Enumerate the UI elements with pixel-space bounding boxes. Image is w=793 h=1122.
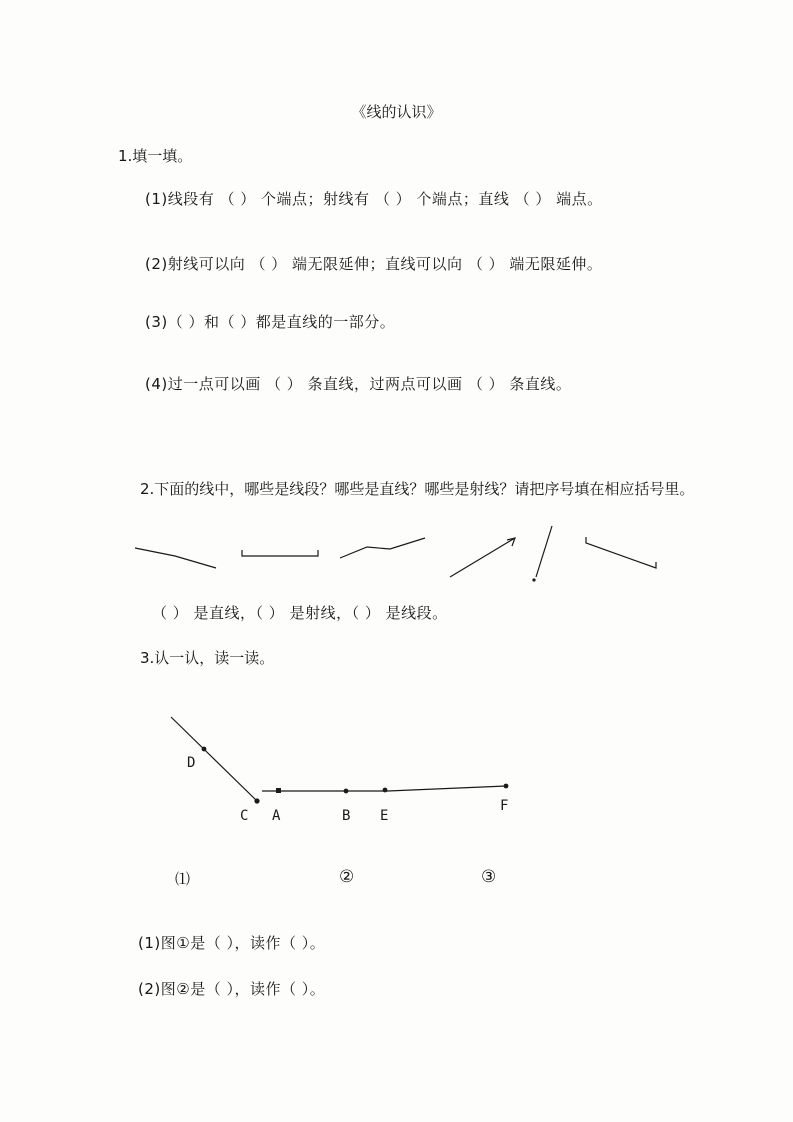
point-e-dot [383,788,388,793]
fill-blank-item-1: (1)线段有 （ ） 个端点；射线有 （ ） 个端点；直线 （ ） 端点。 [145,190,603,208]
section3-question-1: (1)图①是（ ），读作（ ）。 [138,934,326,952]
point-f-label: F [500,798,509,814]
point-c-label: C [240,808,249,824]
points-line-diagram [155,700,525,830]
figure-number-1: ⑴ [175,870,191,888]
segment-dc [171,717,257,801]
section2-answer-line: （ ） 是直线，（ ） 是射线，（ ） 是线段。 [152,604,448,622]
section3-question-2: (2)图②是（ ），读作（ ）。 [138,980,326,998]
point-a-dot [276,788,281,793]
section3-heading: 3.认一认，读一读。 [140,649,275,667]
steep-line-with-dot-figure [532,526,552,582]
point-b-label: B [342,808,351,824]
page-title: 《线的认识》 [351,103,442,121]
fill-blank-item-2: (2)射线可以向 （ ） 端无限延伸；直线可以向 （ ） 端无限延伸。 [145,255,603,273]
point-c-dot [254,798,259,803]
slanted-line-figure [135,548,216,568]
slanted-segment-with-end-ticks-figure [586,537,656,568]
point-f-dot [504,784,509,789]
ray-with-arrowhead-figure [450,538,515,577]
figure-number-3: ③ [481,867,497,887]
fill-blank-item-4: (4)过一点可以画 （ ） 条直线，过两点可以画 （ ） 条直线。 [145,375,572,393]
point-d-dot [202,747,207,752]
section1-heading: 1.填一填。 [118,147,193,165]
figure-number-2: ② [339,867,355,887]
curved-line-figure [340,538,425,558]
point-a-label: A [272,808,281,824]
point-d-label: D [187,755,196,771]
line-figures [125,515,685,605]
point-e-label: E [380,808,389,824]
fill-blank-item-3: (3)（ ）和（ ）都是直线的一部分。 [145,313,396,331]
section2-heading: 2.下面的线中，哪些是线段？哪些是直线？哪些是射线？请把序号填在相应括号里。 [140,480,695,498]
segment-with-end-ticks-figure [242,550,318,556]
point-b-dot [344,789,349,794]
